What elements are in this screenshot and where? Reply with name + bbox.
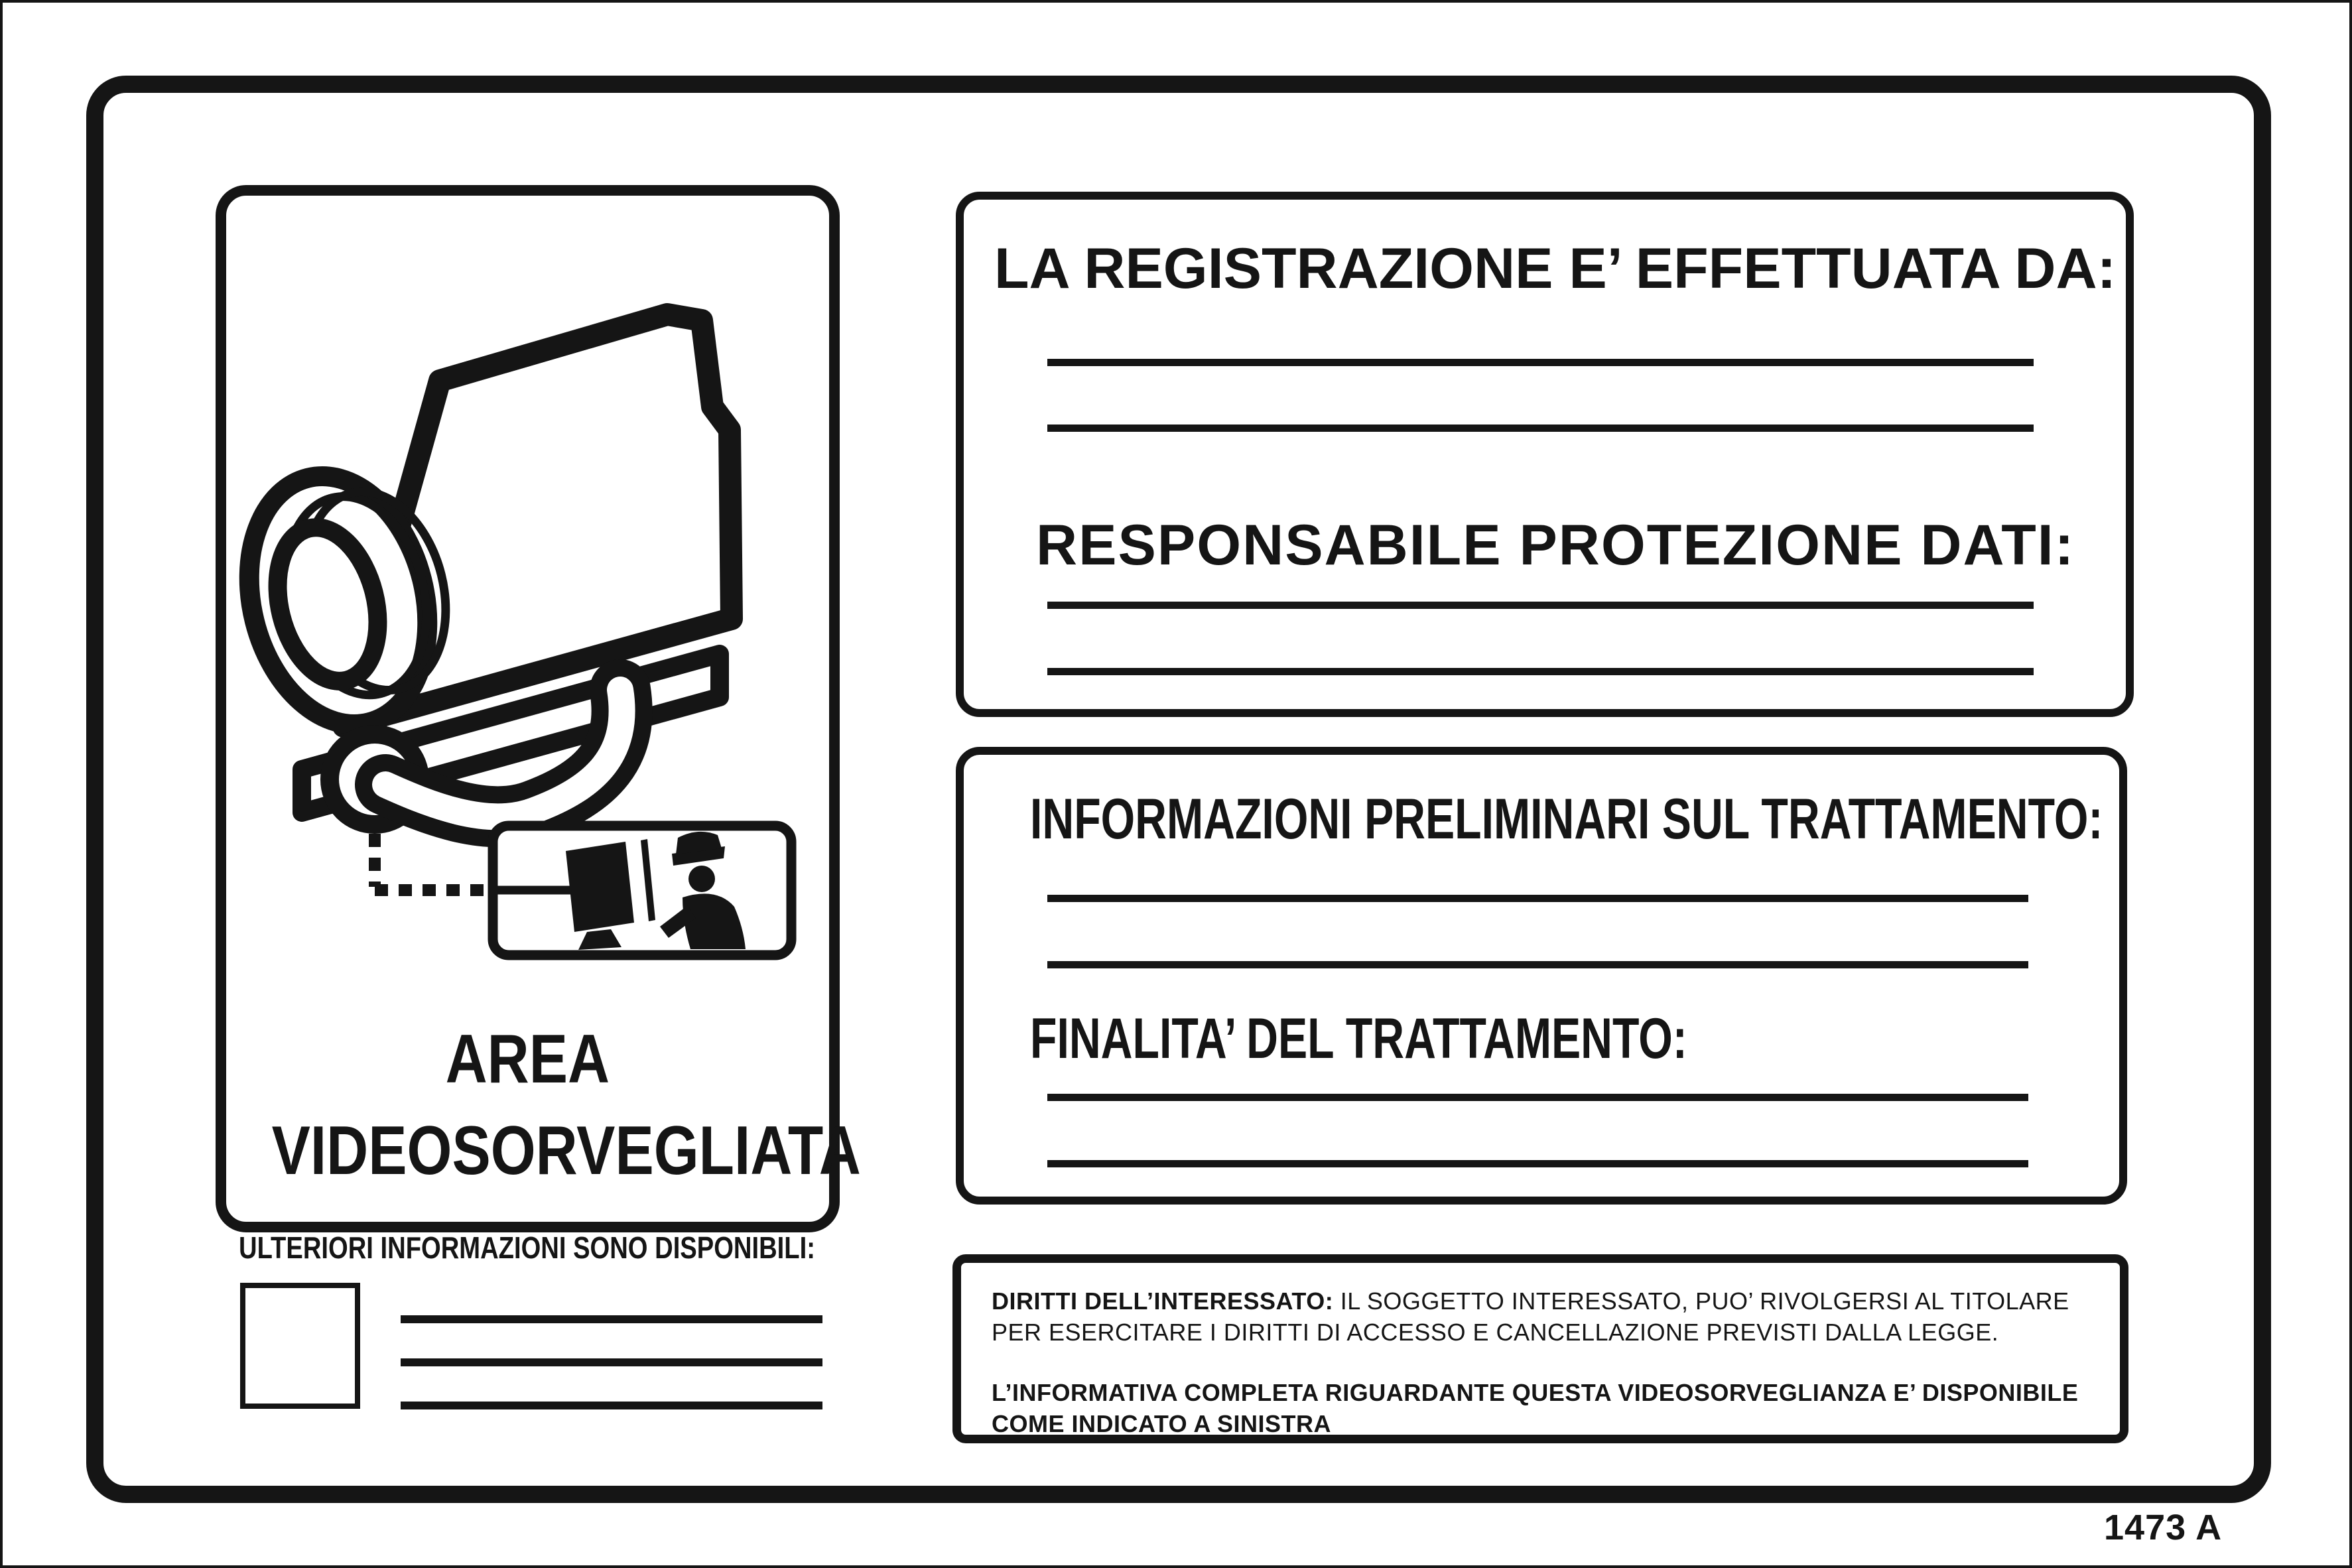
rights-lead-rest: IL SOGGETTO INTERESSATO, PUO’ RIVOLGERSI AL TITOLARE PER ESERCITARE I DIRITTI DI ACCESSO E CANCELLAZIONE PREVISTI DALLA LEGGE.	[992, 1287, 2069, 1346]
write-in-line	[401, 1358, 822, 1366]
treatment-purpose-title: FINALITA’ DEL TRATTAMENTO:	[1030, 1007, 1687, 1071]
info-location-square	[240, 1283, 360, 1409]
write-in-line	[1047, 425, 2034, 432]
write-in-line	[1047, 1160, 2028, 1167]
recording-box-title: LA REGISTRAZIONE E’ EFFETTUATA DA:	[994, 237, 2117, 300]
rights-paragraph	[992, 1285, 2083, 1348]
more-info-heading: ULTERIORI INFORMAZIONI SONO DISPONIBILI:	[239, 1230, 815, 1265]
panel-caption-line1: AREA	[445, 1021, 610, 1098]
guard-head	[688, 866, 715, 892]
write-in-line	[1047, 359, 2034, 366]
rights-box	[952, 1254, 2128, 1443]
rights-lead: DIRITTI DELL’INTERESSATO:	[992, 1287, 1334, 1315]
write-in-line	[1047, 668, 2034, 675]
recording-box	[956, 192, 2134, 717]
monitor-icon	[566, 842, 634, 932]
write-in-line	[401, 1315, 822, 1323]
sign-code: 1473 A	[2104, 1508, 2223, 1547]
write-in-line	[401, 1402, 822, 1409]
panel-caption-line2: VIDEOSORVEGLIATA	[271, 1112, 861, 1189]
write-in-line	[1047, 602, 2034, 609]
surveillance-camera-pictogram	[216, 189, 840, 1018]
rights-note: L’INFORMATIVA COMPLETA RIGUARDANTE QUESTA VIDEOSORVEGLIANZA E’ DISPONIBILE COME INDICATO A SINISTRA	[992, 1379, 2079, 1437]
data-protection-officer-title: RESPONSABILE PROTEZIONE DATI:	[1036, 513, 2075, 577]
write-in-line	[1047, 1094, 2028, 1101]
write-in-line	[1047, 961, 2028, 968]
write-in-line	[1047, 895, 2028, 902]
preliminary-info-title: INFORMAZIONI PRELIMINARI SUL TRATTAMENTO:	[1030, 787, 2103, 851]
treatment-box	[956, 747, 2127, 1205]
